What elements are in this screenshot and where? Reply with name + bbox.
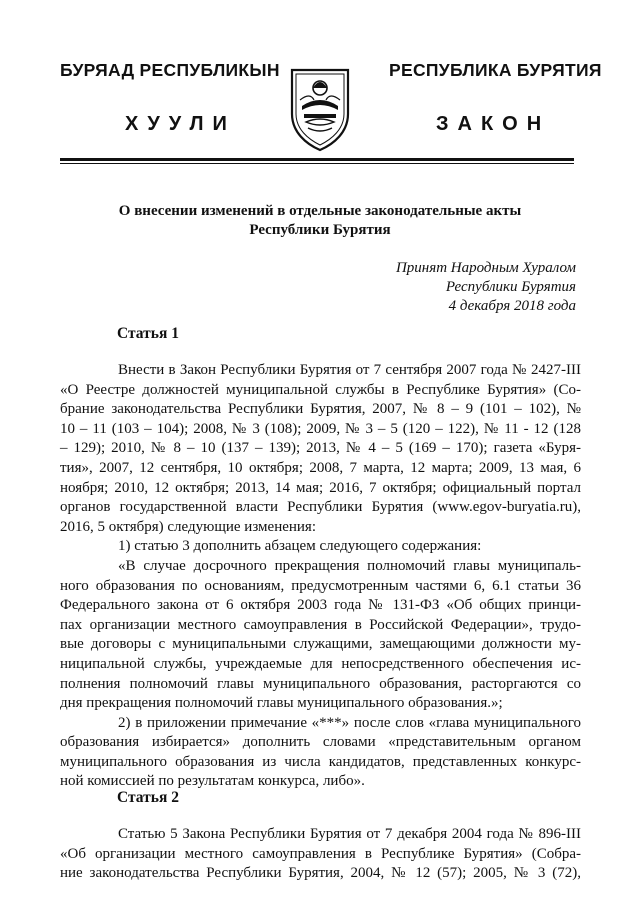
text-line: ного образования по основаниям, предусмотренным частями 6, 6.1 статьи 36 (60, 577, 581, 594)
header-right-word: ЗАКОН (436, 113, 551, 135)
text-line: тия», 2007, 12 сентября, 10 октября; 2008, 7 марта, 12 марта; 2009, 13 мая, 6 (60, 459, 581, 476)
header-right-republic: РЕСПУБЛИКА БУРЯТИЯ (389, 60, 602, 80)
header-rule-thin (60, 163, 574, 164)
adoption-date: 4 декабря 2018 года (448, 298, 576, 314)
article-1-heading: Статья 1 (117, 325, 179, 342)
text-line: 2) в приложении примечание «***» после слов «глава муниципального (118, 714, 581, 731)
text-line: вые договоры с муниципальными служащими, замещающими должности му- (60, 636, 581, 653)
text-line: Статью 5 Закона Республики Бурятия от 7 декабря 2004 года № 896-III (118, 826, 581, 842)
text-line: 2016, 5 октября) следующие изменения: (60, 518, 316, 535)
article-2-text (60, 825, 581, 884)
text-line: пах организации местного самоуправления в Российской Федерации», трудо- (60, 616, 581, 633)
text-line: ноября; 2010, 12 октября; 2013, 14 мая; 2016, 7 октября; официальный портал (60, 479, 581, 496)
text-line: органов государственной власти Республики Бурятия (www.egov-buryatia.ru), (60, 499, 581, 516)
text-line: полнения полномочий главы муниципального образования, расторгаются со (60, 675, 581, 692)
law-title-line: О внесении изменений в отдельные законодательные акты (118, 203, 522, 219)
text-line: муниципального образования из числа кандидатов, представленных конкурс- (60, 753, 581, 770)
adoption-note (396, 259, 576, 316)
text-line: образования избирается» дополнить словами «представительным органом (60, 734, 581, 751)
text-line: – 129); 2010, № 8 – 10 (137 – 139); 2013, № 4 – 5 (169 – 170); газета «Буря- (60, 440, 581, 457)
header-left-republic: БУРЯАД РЕСПУБЛИКЫН (60, 60, 280, 80)
text-line: Внести в Закон Республики Бурятия от 7 сентября 2007 года № 2427-III (118, 362, 581, 378)
adoption-line: Республики Бурятия (445, 279, 576, 295)
header-left-word: ХУУЛИ (125, 113, 236, 135)
text-line: ние законодательства Республики Бурятия, 2004, № 12 (57); 2005, № 3 (72), (60, 865, 581, 882)
text-line: «Об организации местного самоуправления в Республике Бурятия» (Собра- (60, 845, 581, 862)
text-line: ной комиссией по результатам конкурса, либо». (60, 773, 365, 790)
law-title (60, 202, 580, 240)
text-line: «В случае досрочного прекращения полномочий главы муниципаль- (118, 557, 581, 574)
article-2-heading: Статья 2 (117, 789, 179, 806)
law-title-line: Республики Бурятия (249, 222, 391, 238)
text-line: брание законодательства Республики Бурятия, 2007, № 8 – 9 (101 – 102), № (60, 401, 581, 418)
text-line: 1) статью 3 дополнить абзацем следующего содержания: (118, 538, 482, 555)
text-line: дня прекращения полномочий главы муниципального образования.»; (60, 695, 503, 712)
text-line: Федерального закона от 6 октября 2003 года № 131-ФЗ «Об общих принци- (60, 597, 581, 614)
coat-of-arms-icon (288, 64, 352, 152)
text-line: «О Реестре должностей муниципальной службы в Республике Бурятия» (Со- (60, 381, 581, 398)
adoption-line: Принят Народным Хуралом (395, 260, 576, 276)
text-line: 10 – 11 (103 – 104); 2008, № 3 (108); 2009, № 3 – 5 (120 – 122), № 11 - 12 (128 (60, 420, 581, 437)
article-1-text (60, 361, 581, 792)
header-rule-thick (60, 158, 574, 161)
text-line: ниципальной службы, учреждаемые для непосредственного обеспечения ис- (60, 655, 581, 672)
